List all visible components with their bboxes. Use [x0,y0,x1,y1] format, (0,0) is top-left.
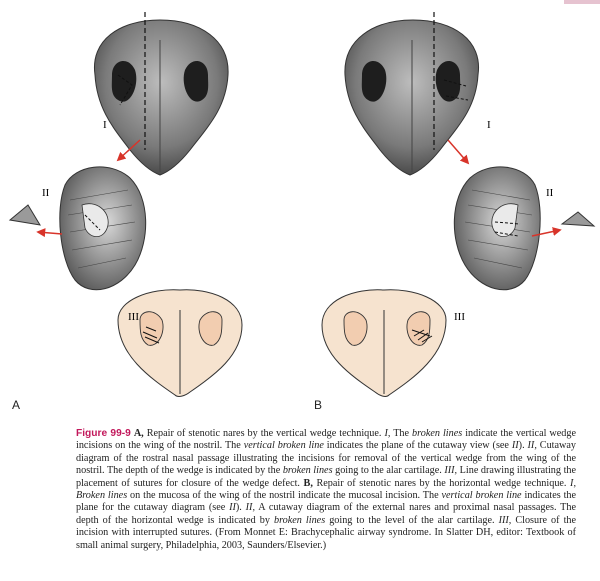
caption-seg: indicate the vertical wedge incisions on the wing of the nostril. The [76,428,577,452]
excised-wedge-B [562,212,594,226]
label-B-I: I [487,119,491,131]
arrow-B-I-to-II [448,140,468,163]
label-B-II: II [546,187,554,199]
arrow-wedge-A [38,232,62,234]
panel-a-suture-III [118,290,242,397]
label-A-I: I [103,119,107,131]
caption-seg: A cutaway diagram of the external nares and proximal nasal passages. The depth of the horizontal wedge is indicated by [76,502,576,526]
caption-seg: II, [527,440,537,452]
panel-b-nose-I [345,12,479,175]
panel-letter-B: B [314,398,323,410]
caption-seg: broken lines [273,514,326,526]
caption-seg: Repair of stenotic nares by the vertical wedge technique. [143,428,385,439]
caption-seg: Broken lines [76,490,128,502]
label-A-III: III [128,311,139,323]
caption-seg: vertical broken line [243,440,324,452]
panel-b-cutaway-II [454,167,540,290]
caption-seg: Closure of the incision with interrupted sutures. (From Monnet E: Brachycephalic airway syndrome. In Slatter DH, editor: Textbook of small animal surgery, Philadelphia, 2003, Saunders/Elsevier.) [76,514,577,551]
caption-seg: I, [570,477,576,489]
caption-seg: indicates the plane of the cutaway view (see [323,440,512,452]
excised-wedge-A [10,205,40,225]
label-A-II: II [42,187,50,199]
figure-label: Figure 99-9 [76,428,131,439]
caption-seg: I, [384,428,391,439]
panel-letter-A: A [12,398,21,410]
caption-seg: indicates the plane for the cutaway diagram (see [76,490,577,514]
caption-seg: vertical broken line [441,490,522,502]
caption-seg: on the mucosa of the wing of the nostril indicate the mucosal incision. The [127,490,442,502]
panel-a-cutaway-II [60,167,146,290]
caption-seg: B, [303,477,313,489]
caption-seg: Repair of stenotic nares by the horizontal wedge technique. [312,477,571,489]
caption-seg: Cutaway diagram of the rostral nasal passage illustrating the incisions for removal of the vertical wedge from the wing of the nostril. The depth of the wedge is indicated by the [76,440,577,477]
panel-b-suture-III [322,290,446,397]
caption-seg: III, [498,514,512,526]
caption-seg: The [390,428,413,439]
figure-caption [76,428,576,552]
caption-seg: Line drawing illustrating the placement of sutures for closure of the wedge defect. [76,465,577,489]
caption-seg: ). [518,440,528,452]
caption-seg: II, [245,502,255,514]
caption-seg: II [229,502,236,514]
caption-seg: ). [235,502,246,514]
caption-seg: A, [133,428,144,439]
caption-seg: broken lines [412,428,463,439]
caption-seg: broken lines [282,465,333,477]
caption-seg: going to the alar cartilage. [332,465,445,477]
caption-seg: II [511,440,519,452]
caption-seg: going to the level of the alar cartilage. [325,514,499,526]
caption-seg: III, [444,465,458,477]
label-B-III: III [454,311,465,323]
panel-a-nose-I [94,12,228,175]
